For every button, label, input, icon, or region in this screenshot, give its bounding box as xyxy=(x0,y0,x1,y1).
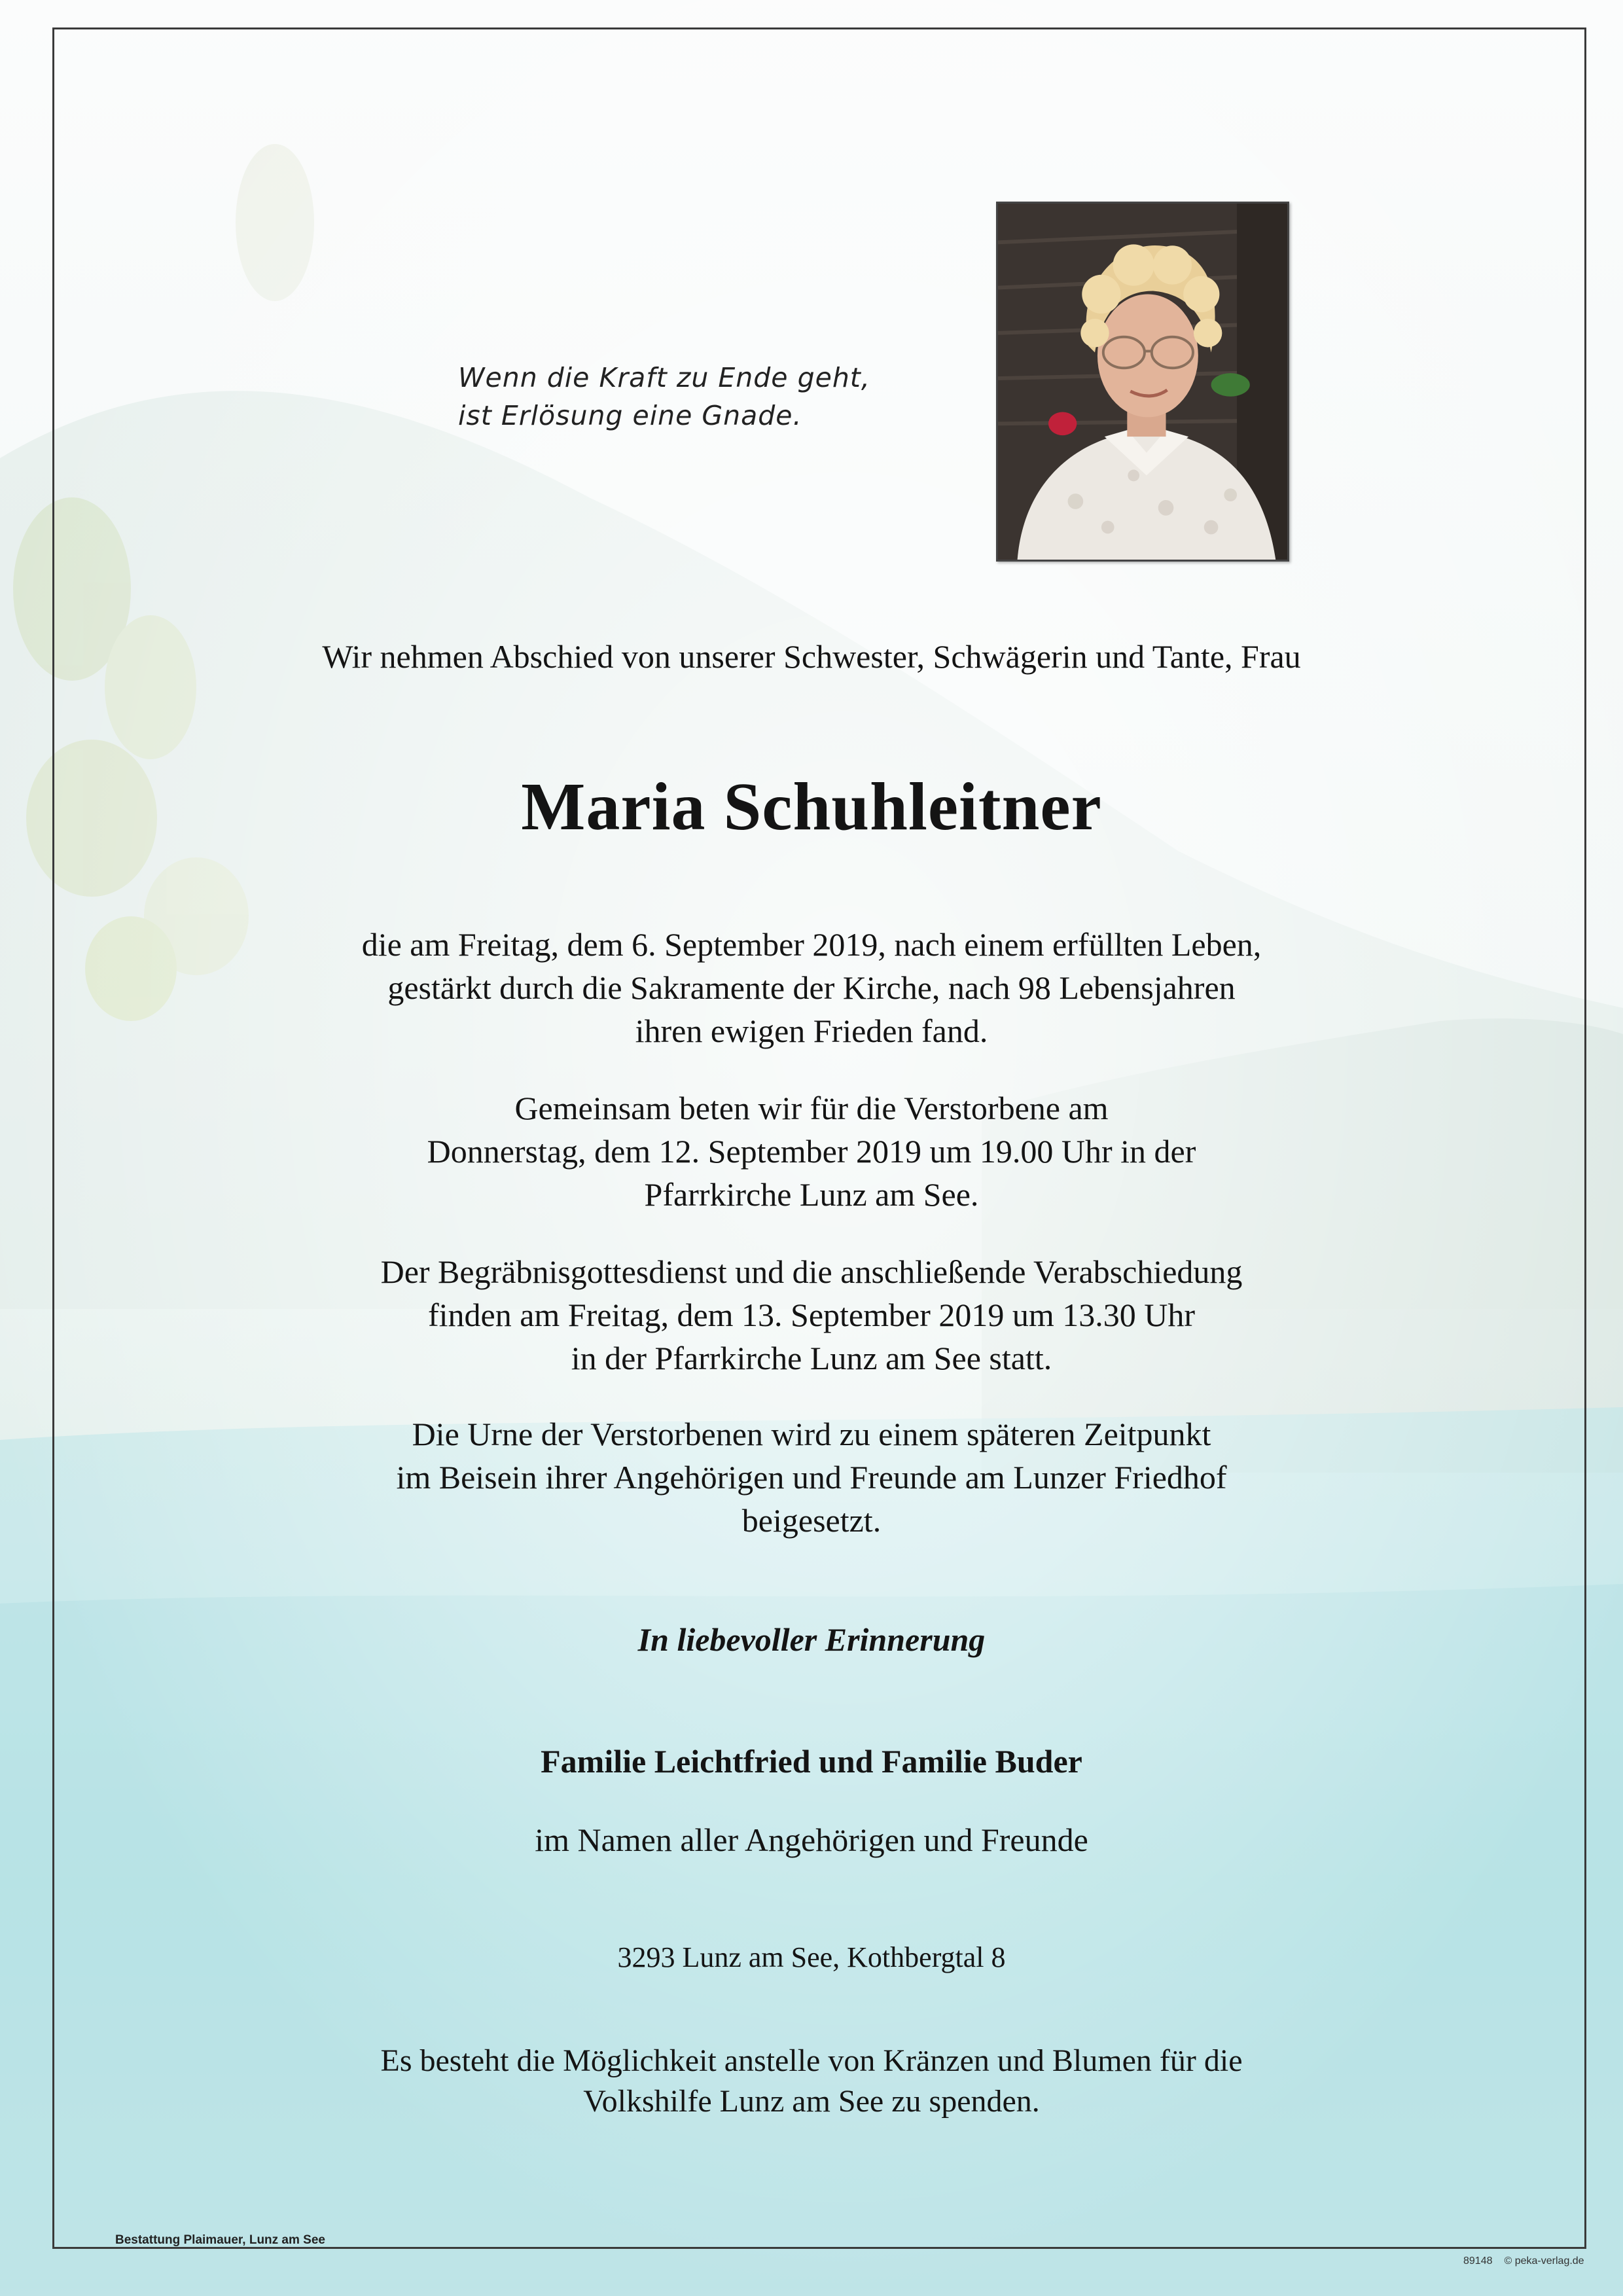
family-names: Familie Leichtfried und Familie Buder xyxy=(541,1743,1082,1780)
publisher-credit: © peka-verlag.de xyxy=(1504,2255,1584,2267)
motto-line-1: Wenn die Kraft zu Ende geht, xyxy=(458,362,870,393)
undertaker-credit: Bestattung Plaimauer, Lunz am See xyxy=(115,2233,325,2247)
paragraph-line: Der Begräbnisgottesdienst und die anschließende Verabschiedung xyxy=(380,1253,1243,1290)
publisher-footer xyxy=(1463,2255,1596,2267)
paragraph-line: Volkshilfe Lunz am See zu spenden. xyxy=(583,2084,1040,2119)
portrait-photo xyxy=(996,202,1289,562)
paragraph-line: gestärkt durch die Sakramente der Kirche, nach 98 Lebensjahren xyxy=(387,969,1236,1006)
paragraph-funeral-service xyxy=(0,1250,1623,1380)
paragraph-line: Pfarrkirche Lunz am See. xyxy=(644,1176,979,1213)
paragraph-line: Donnerstag, dem 12. September 2019 um 19.00 Uhr in der xyxy=(427,1133,1196,1170)
donation-note xyxy=(0,2041,1623,2122)
deceased-name: Maria Schuhleitner xyxy=(521,769,1102,844)
paragraph-line: Gemeinsam beten wir für die Verstorbene am xyxy=(514,1090,1109,1126)
paragraph-line: Es besteht die Möglichkeit anstelle von Kränzen und Blumen für die xyxy=(380,2043,1243,2078)
print-code: 89148 xyxy=(1463,2255,1493,2267)
paragraph-line: finden am Freitag, dem 13. September 2019 um 13.30 Uhr xyxy=(428,1297,1195,1333)
paragraph-line: im Beisein ihrer Angehörigen und Freunde am Lunzer Friedhof xyxy=(396,1459,1227,1496)
address-line: 3293 Lunz am See, Kothbergtal 8 xyxy=(617,1941,1006,1973)
intro-text: Wir nehmen Abschied von unserer Schwester, Schwägerin und Tante, Frau xyxy=(322,638,1301,675)
paragraph-line: die am Freitag, dem 6. September 2019, nach einem erfüllten Leben, xyxy=(361,926,1262,963)
motto-line-2: ist Erlösung eine Gnade. xyxy=(458,400,802,431)
paragraph-urn-burial xyxy=(0,1412,1623,1542)
paragraph-line: Die Urne der Verstorbenen wird zu einem späteren Zeitpunkt xyxy=(412,1416,1211,1452)
paragraph-line: in der Pfarrkirche Lunz am See statt. xyxy=(571,1340,1052,1376)
paragraph-line: ihren ewigen Frieden fand. xyxy=(635,1013,988,1049)
motto-quote xyxy=(458,359,955,435)
paragraph-death-notice xyxy=(0,923,1623,1052)
paragraph-prayer xyxy=(0,1086,1623,1216)
remembrance-line: In liebevoller Erinnerung xyxy=(637,1621,986,1658)
on-behalf-line: im Namen aller Angehörigen und Freunde xyxy=(535,1821,1088,1858)
paragraph-line: beigesetzt. xyxy=(741,1502,882,1539)
